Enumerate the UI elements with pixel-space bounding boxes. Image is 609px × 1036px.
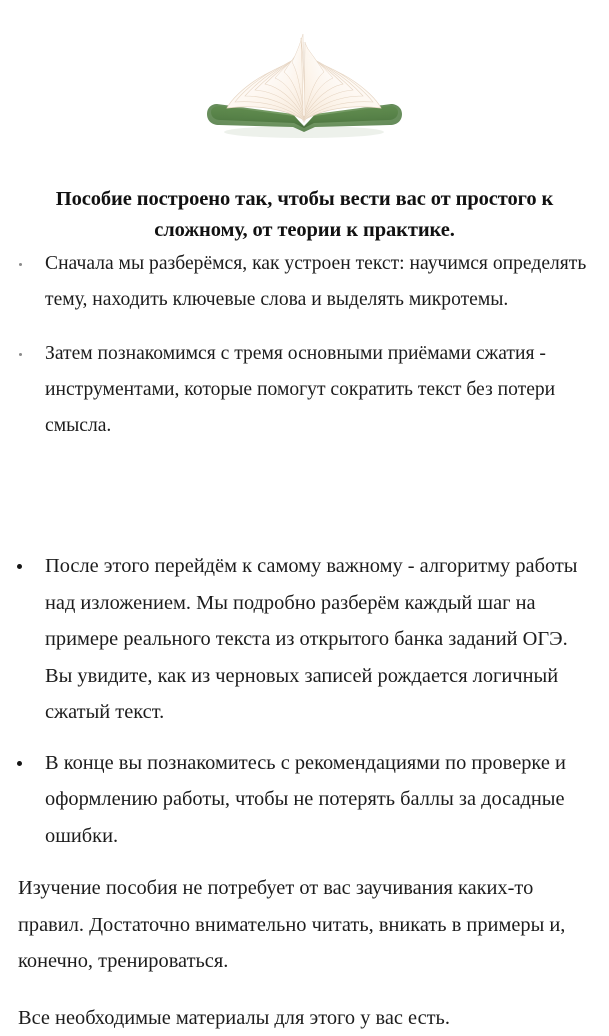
closing-section — [18, 870, 589, 1036]
open-book-icon — [197, 28, 412, 153]
closing-paragraph: Все необходимые материалы для этого у вас есть. — [18, 1000, 589, 1036]
list-item: Сначала мы разберёмся, как устроен текст: научимся определять тему, находить ключевые слова и выделять микротемы. — [0, 246, 609, 318]
closing-paragraph: Изучение пособия не потребует от вас заучивания каких-то правил. Достаточно внимательно читать, вникать в примеры и, конечно, тренироваться. — [18, 870, 589, 980]
list-item: Затем познакомимся с тремя основными приёмами сжатия - инструментами, которые помогут сократить текст без потери смысла. — [0, 336, 609, 444]
list-item: После этого перейдём к самому важному - алгоритму работы над изложением. Мы подробно разберём каждый шаг на примере реального текста из открытого банка заданий ОГЭ. Вы увидите, как из черновых записей рождается логичный сжатый текст. — [0, 548, 609, 731]
section-spacer — [0, 462, 609, 548]
open-book-illustration — [0, 0, 609, 168]
book-pages-left — [227, 34, 304, 120]
page-title: Пособие построено так, чтобы вести вас от простого к сложному, от теории к практике. — [22, 184, 587, 246]
bullet-list-primary — [0, 246, 609, 444]
list-item: В конце вы познакомитесь с рекомендациями по проверке и оформлению работы, чтобы не потерять баллы за досадные ошибки. — [0, 745, 609, 855]
bullet-list-secondary — [0, 548, 609, 854]
